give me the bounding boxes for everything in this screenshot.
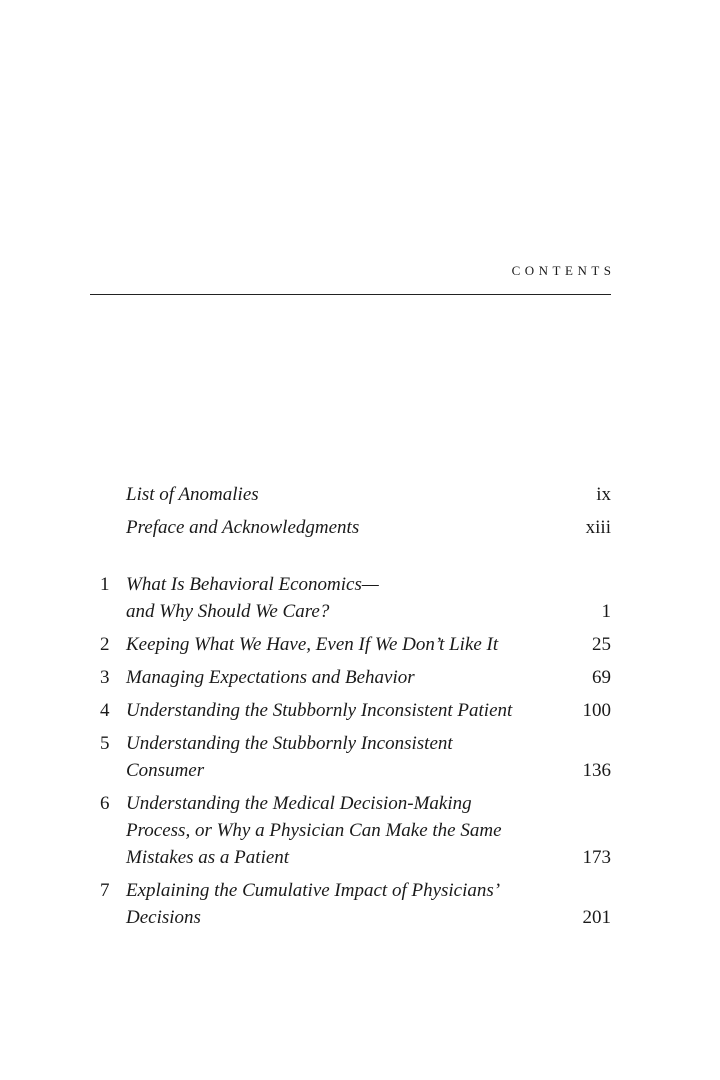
entry-title: List of Anomalies xyxy=(126,484,259,505)
toc-entry-front-matter xyxy=(90,481,611,508)
entry-page: ix xyxy=(596,484,611,505)
chapter-number: 1 xyxy=(100,574,110,595)
chapter-number: 2 xyxy=(100,634,110,655)
chapter-title: Understanding the Medical Decision-Making Process, or Why a Physician Can Make the Same Mistakes as a Patient xyxy=(126,793,502,868)
toc-entry-chapter xyxy=(90,877,611,931)
toc-entry-chapter xyxy=(90,571,611,625)
chapter-page: 25 xyxy=(592,634,611,655)
chapter-page: 69 xyxy=(592,667,611,688)
contents-heading: contents xyxy=(511,259,616,279)
chapter-number: 3 xyxy=(100,667,110,688)
chapter-page: 1 xyxy=(601,601,611,622)
chapter-title: Managing Expectations and Behavior xyxy=(126,667,415,688)
chapter-title: Explaining the Cumulative Impact of Physicians’ Decisions xyxy=(126,880,501,928)
toc-entry-chapter xyxy=(90,697,611,724)
toc-entry-chapter xyxy=(90,631,611,658)
chapter-number: 7 xyxy=(100,880,110,901)
chapter-page: 100 xyxy=(582,700,611,721)
chapter-number: 6 xyxy=(100,793,110,814)
toc-entry-chapter xyxy=(90,730,611,784)
table-of-contents xyxy=(90,481,611,931)
chapter-page: 136 xyxy=(582,760,611,781)
chapter-title: Keeping What We Have, Even If We Don’t Like It xyxy=(126,634,499,655)
chapter-title: Understanding the Stubbornly Inconsistent Patient xyxy=(126,700,513,721)
chapter-title: What Is Behavioral Economics— and Why Should We Care? xyxy=(126,574,379,622)
entry-page: xiii xyxy=(585,517,611,538)
entry-title: Preface and Acknowledgments xyxy=(126,517,360,538)
chapter-page: 201 xyxy=(582,907,611,928)
heading-rule xyxy=(90,294,611,295)
toc-entry-chapter xyxy=(90,664,611,691)
chapter-number: 5 xyxy=(100,733,110,754)
toc-entry-front-matter xyxy=(90,514,611,541)
toc-entry-chapter xyxy=(90,790,611,871)
chapter-number: 4 xyxy=(100,700,110,721)
chapter-page: 173 xyxy=(582,847,611,868)
chapter-title: Understanding the Stubbornly Inconsistent Consumer xyxy=(126,733,453,781)
